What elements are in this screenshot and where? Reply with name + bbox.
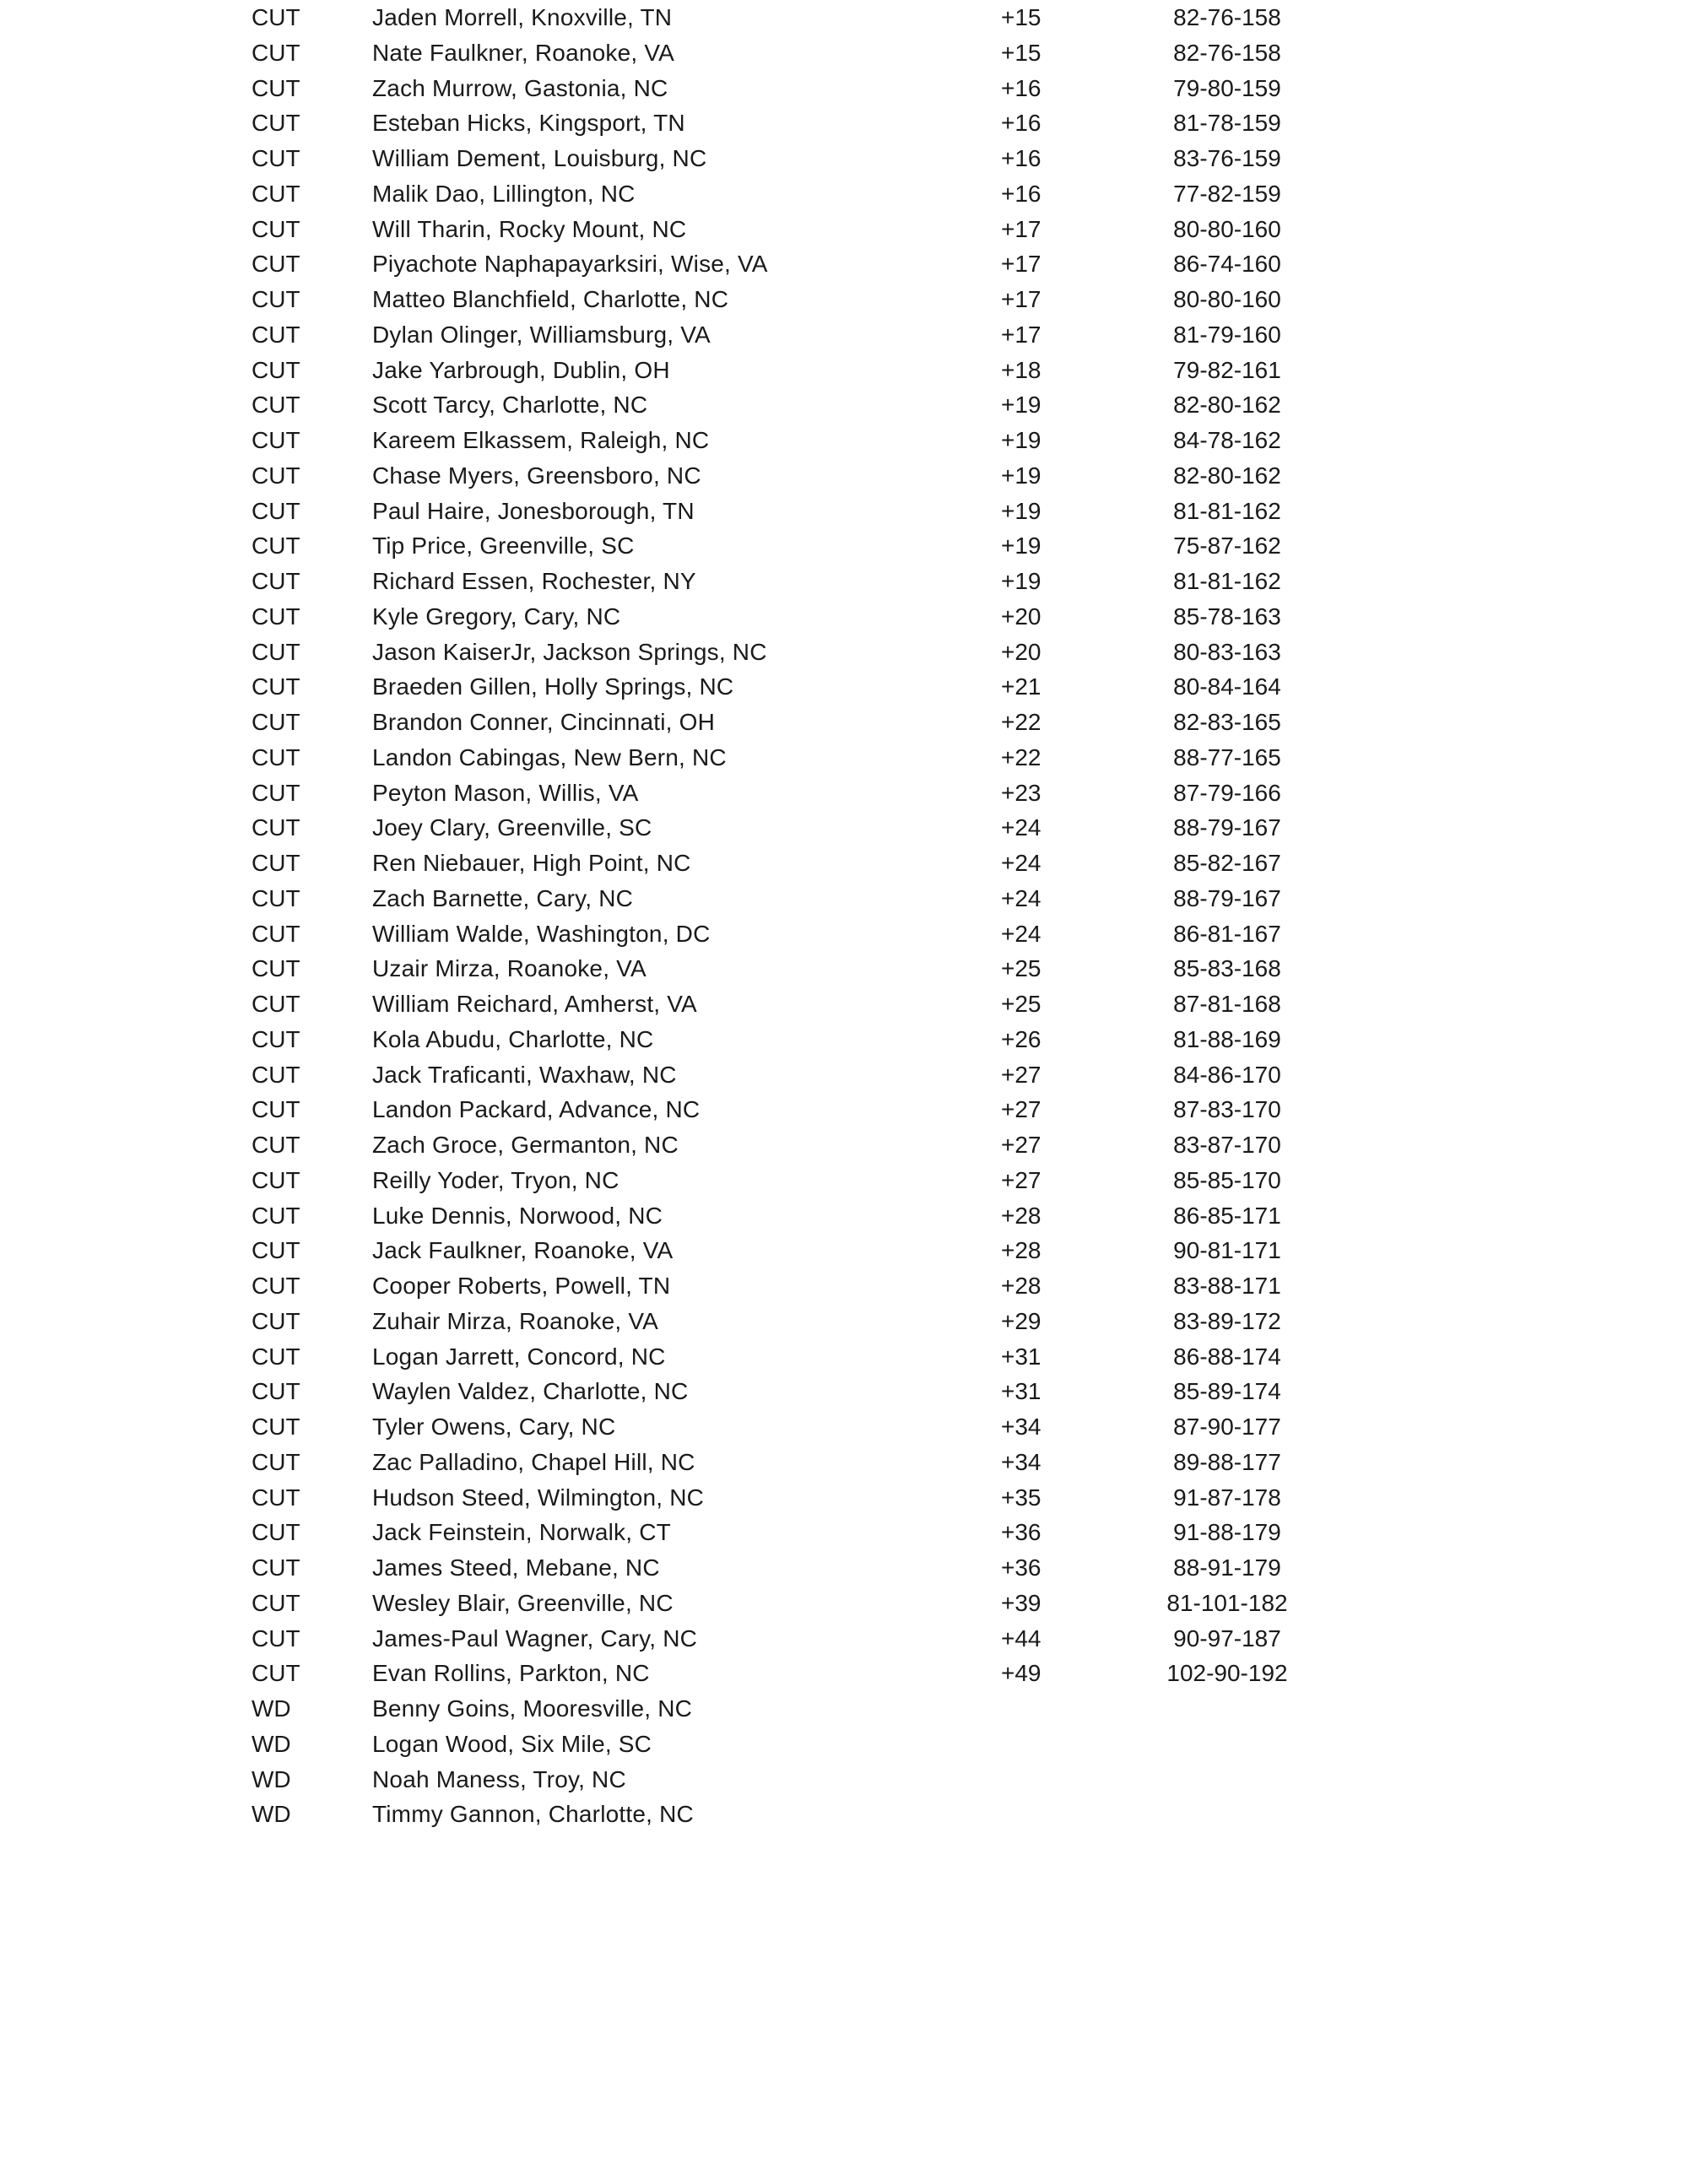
round-scores-cell: 85-89-174 [1173,1378,1281,1405]
to-par-cell: +25 [1001,991,1041,1017]
player-cell: Esteban Hicks, Kingsport, TN [372,110,685,137]
to-par-cell: +28 [1001,1202,1041,1229]
to-par-cell: +24 [1001,850,1041,876]
player-cell: Cooper Roberts, Powell, TN [372,1273,671,1299]
to-par-cell: +17 [1001,215,1041,242]
round-scores-cell: 102-90-192 [1166,1660,1288,1687]
result-row [0,1,1688,35]
to-par-cell: +21 [1001,673,1041,700]
to-par-cell: +15 [1001,39,1041,66]
round-scores-cell: 86-74-160 [1173,251,1281,278]
to-par-cell: +49 [1001,1660,1041,1687]
round-scores-cell: 82-80-162 [1173,462,1281,489]
player-cell: Chase Myers, Greensboro, NC [372,462,701,489]
round-scores-cell: 85-82-167 [1173,850,1281,876]
player-cell: James-Paul Wagner, Cary, NC [372,1624,698,1652]
status-cell: CUT [252,1519,300,1546]
result-row [0,1622,1688,1656]
player-cell: Wesley Blair, Greenville, NC [372,1589,674,1616]
to-par-cell: +15 [1001,4,1041,30]
result-row [0,529,1688,563]
status-cell: WD [252,1765,291,1792]
round-scores-cell: 79-82-161 [1173,356,1281,383]
status-cell: CUT [252,1660,300,1687]
player-cell: Zach Barnette, Cary, NC [372,884,634,911]
round-scores-cell: 86-88-174 [1173,1343,1281,1370]
to-par-cell: +27 [1001,1166,1041,1193]
to-par-cell: +17 [1001,321,1041,348]
to-par-cell: +28 [1001,1273,1041,1299]
round-scores-cell: 86-85-171 [1173,1202,1281,1229]
round-scores-cell: 83-76-159 [1173,145,1281,171]
to-par-cell: +24 [1001,884,1041,911]
to-par-cell: +19 [1001,462,1041,489]
result-row [0,283,1688,316]
to-par-cell: +17 [1001,251,1041,278]
status-cell: CUT [252,39,300,66]
status-cell: CUT [252,532,300,560]
player-cell: Kyle Gregory, Cary, NC [372,603,621,630]
status-cell: CUT [252,1061,300,1088]
status-cell: CUT [252,180,300,207]
player-cell: Kareem Elkassem, Raleigh, NC [372,427,710,453]
round-scores-cell: 82-83-165 [1173,709,1281,735]
status-cell: CUT [252,603,300,630]
to-par-cell: +23 [1001,779,1041,806]
result-row [0,388,1688,422]
player-cell: Ren Niebauer, High Point, NC [372,850,691,876]
result-row [0,459,1688,493]
round-scores-cell: 91-88-179 [1173,1519,1281,1546]
status-cell: CUT [252,709,300,735]
player-cell: Hudson Steed, Wilmington, NC [372,1484,705,1511]
player-cell: Kola Abudu, Charlotte, NC [372,1025,654,1052]
status-cell: CUT [252,1624,300,1652]
player-cell: Uzair Mirza, Roanoke, VA [372,955,647,982]
status-cell: CUT [252,568,300,594]
player-cell: Jack Feinstein, Norwalk, CT [372,1519,671,1546]
round-scores-cell: 85-83-168 [1173,955,1281,982]
round-scores-cell: 81-101-182 [1166,1589,1288,1616]
player-cell: Nate Faulkner, Roanoke, VA [372,39,674,66]
player-cell: Brandon Conner, Cincinnati, OH [372,709,715,735]
player-cell: James Steed, Mebane, NC [372,1554,660,1581]
player-cell: Landon Cabingas, New Bern, NC [372,743,727,770]
to-par-cell: +20 [1001,603,1041,630]
result-row [0,142,1688,176]
round-scores-cell: 85-78-163 [1173,603,1281,630]
round-scores-cell: 90-97-187 [1173,1624,1281,1652]
status-cell: CUT [252,462,300,489]
result-row [0,213,1688,246]
status-cell: CUT [252,1025,300,1052]
result-row [0,1587,1688,1620]
round-scores-cell: 82-80-162 [1173,392,1281,419]
status-cell: CUT [252,1237,300,1264]
to-par-cell: +36 [1001,1519,1041,1546]
status-cell: CUT [252,920,300,947]
result-row [0,1375,1688,1408]
result-row [0,635,1688,669]
to-par-cell: +16 [1001,180,1041,207]
result-row [0,1410,1688,1444]
player-cell: Scott Tarcy, Charlotte, NC [372,392,648,419]
result-row [0,1269,1688,1303]
status-cell: CUT [252,110,300,137]
player-cell: Tip Price, Greenville, SC [372,532,635,560]
player-cell: Landon Packard, Advance, NC [372,1096,701,1123]
status-cell: CUT [252,392,300,419]
result-row [0,1305,1688,1338]
to-par-cell: +22 [1001,743,1041,770]
result-row [0,1128,1688,1162]
status-cell: CUT [252,1273,300,1299]
status-cell: CUT [252,743,300,770]
player-cell: Jason KaiserJr, Jackson Springs, NC [372,638,767,665]
result-row [0,1692,1688,1726]
to-par-cell: +19 [1001,497,1041,524]
result-row [0,1093,1688,1127]
round-scores-cell: 88-79-167 [1173,814,1281,841]
result-row [0,952,1688,986]
player-cell: William Dement, Louisburg, NC [372,145,707,171]
result-row [0,705,1688,739]
status-cell: CUT [252,321,300,348]
player-cell: Zach Groce, Germanton, NC [372,1132,679,1158]
player-cell: Zuhair Mirza, Roanoke, VA [372,1307,659,1334]
result-row [0,776,1688,810]
player-cell: Will Tharin, Rocky Mount, NC [372,215,687,242]
status-cell: CUT [252,638,300,665]
player-cell: Timmy Gannon, Charlotte, NC [372,1801,694,1828]
round-scores-cell: 87-81-168 [1173,991,1281,1017]
to-par-cell: +25 [1001,955,1041,982]
round-scores-cell: 81-79-160 [1173,321,1281,348]
player-cell: Noah Maness, Troy, NC [372,1765,626,1792]
status-cell: CUT [252,779,300,806]
player-cell: Jack Traficanti, Waxhaw, NC [372,1061,677,1088]
status-cell: CUT [252,1448,300,1475]
result-row [0,106,1688,140]
round-scores-cell: 80-80-160 [1173,286,1281,312]
result-row [0,495,1688,528]
player-cell: Waylen Valdez, Charlotte, NC [372,1378,689,1405]
status-cell: CUT [252,215,300,242]
round-scores-cell: 85-85-170 [1173,1166,1281,1193]
result-row [0,424,1688,457]
player-cell: Dylan Olinger, Williamsburg, VA [372,321,711,348]
round-scores-cell: 83-87-170 [1173,1132,1281,1158]
status-cell: CUT [252,991,300,1017]
player-cell: Matteo Blanchfield, Charlotte, NC [372,286,729,312]
status-cell: CUT [252,1202,300,1229]
result-row [0,1340,1688,1374]
round-scores-cell: 75-87-162 [1173,532,1281,560]
status-cell: CUT [252,4,300,30]
status-cell: CUT [252,884,300,911]
result-row [0,1446,1688,1479]
round-scores-cell: 80-83-163 [1173,638,1281,665]
player-cell: Luke Dennis, Norwood, NC [372,1202,663,1229]
status-cell: CUT [252,1589,300,1616]
to-par-cell: +22 [1001,709,1041,735]
player-cell: Paul Haire, Jonesborough, TN [372,497,695,524]
result-row [0,741,1688,775]
result-row [0,1727,1688,1761]
round-scores-cell: 83-89-172 [1173,1307,1281,1334]
round-scores-cell: 82-76-158 [1173,4,1281,30]
to-par-cell: +17 [1001,286,1041,312]
status-cell: CUT [252,497,300,524]
to-par-cell: +27 [1001,1061,1041,1088]
round-scores-cell: 81-81-162 [1173,497,1281,524]
round-scores-cell: 81-88-169 [1173,1025,1281,1052]
player-cell: Reilly Yoder, Tryon, NC [372,1166,619,1193]
to-par-cell: +16 [1001,74,1041,101]
result-row [0,1657,1688,1690]
to-par-cell: +34 [1001,1448,1041,1475]
round-scores-cell: 82-76-158 [1173,39,1281,66]
player-cell: Zach Murrow, Gastonia, NC [372,74,668,101]
status-cell: CUT [252,251,300,278]
round-scores-cell: 90-81-171 [1173,1237,1281,1264]
status-cell: CUT [252,1343,300,1370]
to-par-cell: +27 [1001,1132,1041,1158]
player-cell: Benny Goins, Mooresville, NC [372,1695,693,1722]
player-cell: Peyton Mason, Willis, VA [372,779,639,806]
round-scores-cell: 87-83-170 [1173,1096,1281,1123]
player-cell: Braeden Gillen, Holly Springs, NC [372,673,734,700]
status-cell: WD [252,1801,291,1828]
player-cell: Piyachote Naphapayarksiri, Wise, VA [372,251,768,278]
result-row [0,1481,1688,1515]
player-cell: Zac Palladino, Chapel Hill, NC [372,1448,695,1475]
status-cell: CUT [252,145,300,171]
round-scores-cell: 89-88-177 [1173,1448,1281,1475]
result-row [0,318,1688,352]
status-cell: CUT [252,850,300,876]
result-row [0,670,1688,704]
player-cell: Joey Clary, Greenville, SC [372,814,652,841]
status-cell: CUT [252,74,300,101]
player-cell: Tyler Owens, Cary, NC [372,1414,616,1440]
to-par-cell: +44 [1001,1624,1041,1652]
status-cell: CUT [252,1484,300,1511]
round-scores-cell: 86-81-167 [1173,920,1281,947]
result-row [0,1234,1688,1268]
result-row [0,1199,1688,1233]
result-row [0,987,1688,1021]
round-scores-cell: 79-80-159 [1173,74,1281,101]
round-scores-cell: 80-80-160 [1173,215,1281,242]
player-cell: Richard Essen, Rochester, NY [372,568,696,594]
player-cell: Malik Dao, Lillington, NC [372,180,636,207]
to-par-cell: +35 [1001,1484,1041,1511]
result-row [0,72,1688,105]
player-cell: Logan Wood, Six Mile, SC [372,1730,652,1757]
to-par-cell: +24 [1001,920,1041,947]
status-cell: CUT [252,356,300,383]
round-scores-cell: 81-78-159 [1173,110,1281,137]
round-scores-cell: 87-79-166 [1173,779,1281,806]
status-cell: CUT [252,1096,300,1123]
to-par-cell: +20 [1001,638,1041,665]
round-scores-cell: 77-82-159 [1173,180,1281,207]
status-cell: CUT [252,1414,300,1440]
to-par-cell: +16 [1001,145,1041,171]
player-cell: Logan Jarrett, Concord, NC [372,1343,666,1370]
result-row [0,811,1688,845]
round-scores-cell: 88-79-167 [1173,884,1281,911]
round-scores-cell: 91-87-178 [1173,1484,1281,1511]
to-par-cell: +27 [1001,1096,1041,1123]
result-row [0,1023,1688,1057]
to-par-cell: +26 [1001,1025,1041,1052]
result-row [0,1797,1688,1831]
to-par-cell: +34 [1001,1414,1041,1440]
result-row [0,565,1688,598]
round-scores-cell: 81-81-162 [1173,568,1281,594]
status-cell: CUT [252,1132,300,1158]
result-row [0,36,1688,70]
result-row [0,1058,1688,1092]
round-scores-cell: 87-90-177 [1173,1414,1281,1440]
to-par-cell: +19 [1001,427,1041,453]
status-cell: CUT [252,286,300,312]
to-par-cell: +16 [1001,110,1041,137]
result-row [0,882,1688,916]
to-par-cell: +29 [1001,1307,1041,1334]
result-row [0,354,1688,387]
player-cell: Jaden Morrell, Knoxville, TN [372,4,673,30]
result-row [0,177,1688,211]
round-scores-cell: 80-84-164 [1173,673,1281,700]
result-row [0,1551,1688,1585]
round-scores-cell: 83-88-171 [1173,1273,1281,1299]
status-cell: WD [252,1730,291,1757]
round-scores-cell: 84-86-170 [1173,1061,1281,1088]
to-par-cell: +19 [1001,568,1041,594]
status-cell: WD [252,1695,291,1722]
player-cell: Jack Faulkner, Roanoke, VA [372,1237,674,1264]
player-cell: William Walde, Washington, DC [372,920,711,947]
round-scores-cell: 88-77-165 [1173,743,1281,770]
status-cell: CUT [252,1307,300,1334]
result-row [0,247,1688,281]
to-par-cell: +31 [1001,1343,1041,1370]
player-cell: William Reichard, Amherst, VA [372,991,697,1017]
to-par-cell: +19 [1001,532,1041,560]
player-cell: Evan Rollins, Parkton, NC [372,1660,650,1687]
status-cell: CUT [252,673,300,700]
result-row [0,1516,1688,1549]
status-cell: CUT [252,1378,300,1405]
to-par-cell: +24 [1001,814,1041,841]
result-row [0,1763,1688,1797]
status-cell: CUT [252,427,300,453]
status-cell: CUT [252,1166,300,1193]
round-scores-cell: 84-78-162 [1173,427,1281,453]
status-cell: CUT [252,1554,300,1581]
result-row [0,600,1688,634]
player-cell: Jake Yarbrough, Dublin, OH [372,356,670,383]
to-par-cell: +19 [1001,392,1041,419]
result-row [0,1164,1688,1197]
to-par-cell: +28 [1001,1237,1041,1264]
result-row [0,917,1688,951]
to-par-cell: +18 [1001,356,1041,383]
round-scores-cell: 88-91-179 [1173,1554,1281,1581]
status-cell: CUT [252,955,300,982]
to-par-cell: +39 [1001,1589,1041,1616]
to-par-cell: +36 [1001,1554,1041,1581]
to-par-cell: +31 [1001,1378,1041,1405]
result-row [0,846,1688,880]
status-cell: CUT [252,814,300,841]
